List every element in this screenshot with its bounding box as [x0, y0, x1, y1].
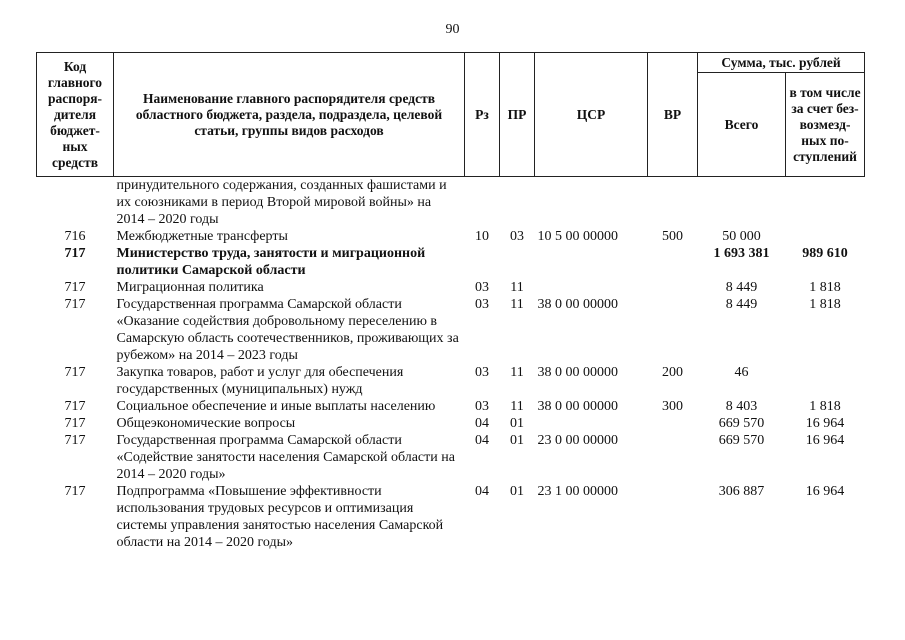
cell-csr: 38 0 00 00000: [537, 297, 618, 312]
table-row: [37, 279, 865, 296]
cell-rz: [465, 245, 500, 279]
cell-csr: [535, 245, 648, 279]
cell-code: 717: [64, 416, 86, 431]
cell-name: Общеэкономические вопросы: [116, 416, 296, 431]
cell-name: принудительного содержания, созданных фашистами и их союзниками в период Второй мировой войны» на 2014 – 2020 годы: [116, 178, 447, 227]
cell-rz: 03: [475, 365, 489, 380]
cell-code: 716: [64, 229, 86, 244]
cell-vr: [648, 177, 698, 229]
cell-pr: [500, 177, 535, 229]
cell-name: Министерство труда, занятости и миграционной политики Самарской области: [116, 246, 426, 278]
cell-total: [698, 177, 786, 229]
table-row: [37, 245, 865, 279]
cell-code: 717: [64, 433, 86, 448]
cell-name: Государственная программа Самарской области «Оказание содействия добровольному переселению в Самарскую область соотечественников, проживающих за рубежом» на 2014 – 2023 годы: [116, 297, 459, 363]
cell-vr: [648, 296, 698, 364]
cell-vr: [648, 415, 698, 432]
header-gratuitous: в том числе за счет без-возмезд-ных по-ступлений: [786, 73, 865, 177]
cell-total: 1 693 381: [713, 246, 770, 261]
cell-rz: 10: [475, 229, 489, 244]
cell-total: 8 449: [725, 297, 758, 312]
header-code: Код главного распоря-дителя бюджет-ных средств: [37, 53, 114, 177]
table-row: [37, 398, 865, 415]
header-name: Наименование главного распорядителя средств областного бюджета, раздела, подраздела, целевой статьи, группы видов расходов: [114, 53, 465, 177]
cell-vr: [648, 245, 698, 279]
cell-csr: [535, 415, 648, 432]
cell-code: 717: [64, 365, 86, 380]
table-row: [37, 364, 865, 398]
cell-code: 717: [64, 280, 86, 295]
table-row: [37, 228, 865, 245]
header-sum-group: Сумма, тыс. рублей: [698, 53, 865, 73]
cell-rz: 03: [475, 399, 489, 414]
cell-gratuitous: 1 818: [809, 297, 841, 312]
cell-total: 46: [734, 365, 749, 380]
cell-rz: [465, 177, 500, 229]
cell-gratuitous: 16 964: [805, 433, 845, 448]
cell-name: Государственная программа Самарской области «Содействие занятости населения Самарской области на 2014 – 2020 годы»: [116, 433, 455, 482]
cell-csr: 23 0 00 00000: [537, 433, 618, 448]
cell-code: 717: [64, 297, 86, 312]
cell-pr: 03: [510, 229, 524, 244]
cell-rz: 04: [475, 484, 489, 499]
cell-pr: 11: [510, 280, 524, 295]
header-pr: ПР: [500, 53, 535, 177]
page-number: 90: [445, 22, 460, 37]
cell-total: 306 887: [718, 484, 765, 499]
budget-table: [36, 52, 865, 551]
cell-rz: 03: [475, 280, 489, 295]
cell-gratuitous: 1 818: [809, 280, 841, 295]
cell-total: 8 403: [725, 399, 758, 414]
cell-name: Закупка товаров, работ и услуг для обеспечения государственных (муниципальных) нужд: [116, 365, 404, 397]
cell-vr: [648, 432, 698, 483]
cell-code: 717: [64, 484, 86, 499]
cell-vr: 500: [662, 229, 683, 244]
cell-total: 8 449: [725, 280, 758, 295]
cell-gratuitous: 989 610: [802, 246, 848, 261]
cell-name: Межбюджетные трансферты: [116, 229, 288, 244]
table-row: [37, 483, 865, 551]
cell-total: 669 570: [718, 433, 765, 448]
header-rz: Рз: [465, 53, 500, 177]
cell-pr: 01: [510, 416, 524, 431]
cell-csr: 10 5 00 00000: [537, 229, 618, 244]
cell-gratuitous: [786, 228, 865, 245]
cell-gratuitous: [786, 364, 865, 398]
header-csr: ЦСР: [535, 53, 648, 177]
header-vr: ВР: [648, 53, 698, 177]
cell-gratuitous: 16 964: [805, 416, 845, 431]
cell-rz: 03: [475, 297, 489, 312]
cell-pr: 11: [510, 365, 524, 380]
cell-vr: 300: [662, 399, 683, 414]
header-total: Всего: [698, 73, 786, 177]
cell-csr: [535, 279, 648, 296]
cell-gratuitous: 1 818: [809, 399, 841, 414]
cell-csr: [535, 177, 648, 229]
table-row: [37, 415, 865, 432]
cell-csr: 23 1 00 00000: [537, 484, 618, 499]
cell-pr: [500, 245, 535, 279]
cell-code: 717: [64, 246, 86, 261]
cell-name: Подпрограмма «Повышение эффективности использования трудовых ресурсов и оптимизация системы управления занятостью населения Самарской области на 2014 – 2020 годы»: [116, 484, 444, 550]
cell-name: Социальное обеспечение и иные выплаты населению: [116, 399, 436, 414]
cell-vr: [648, 279, 698, 296]
table-row: [37, 432, 865, 483]
table-body: [37, 177, 865, 552]
cell-rz: 04: [475, 416, 489, 431]
table-row: [37, 177, 865, 229]
cell-rz: 04: [475, 433, 489, 448]
cell-pr: 01: [510, 433, 524, 448]
cell-name: Миграционная политика: [116, 280, 264, 295]
cell-csr: 38 0 00 00000: [537, 365, 618, 380]
cell-csr: 38 0 00 00000: [537, 399, 618, 414]
cell-gratuitous: 16 964: [805, 484, 845, 499]
cell-total: 669 570: [718, 416, 765, 431]
table-row: [37, 296, 865, 364]
cell-code: 717: [64, 399, 86, 414]
cell-code: [37, 177, 114, 229]
cell-pr: 11: [510, 297, 524, 312]
cell-pr: 01: [510, 484, 524, 499]
cell-vr: [648, 483, 698, 551]
cell-vr: 200: [662, 365, 683, 380]
table-header: [37, 53, 865, 177]
cell-total: 50 000: [722, 229, 761, 244]
cell-gratuitous: [786, 177, 865, 229]
cell-pr: 11: [510, 399, 524, 414]
